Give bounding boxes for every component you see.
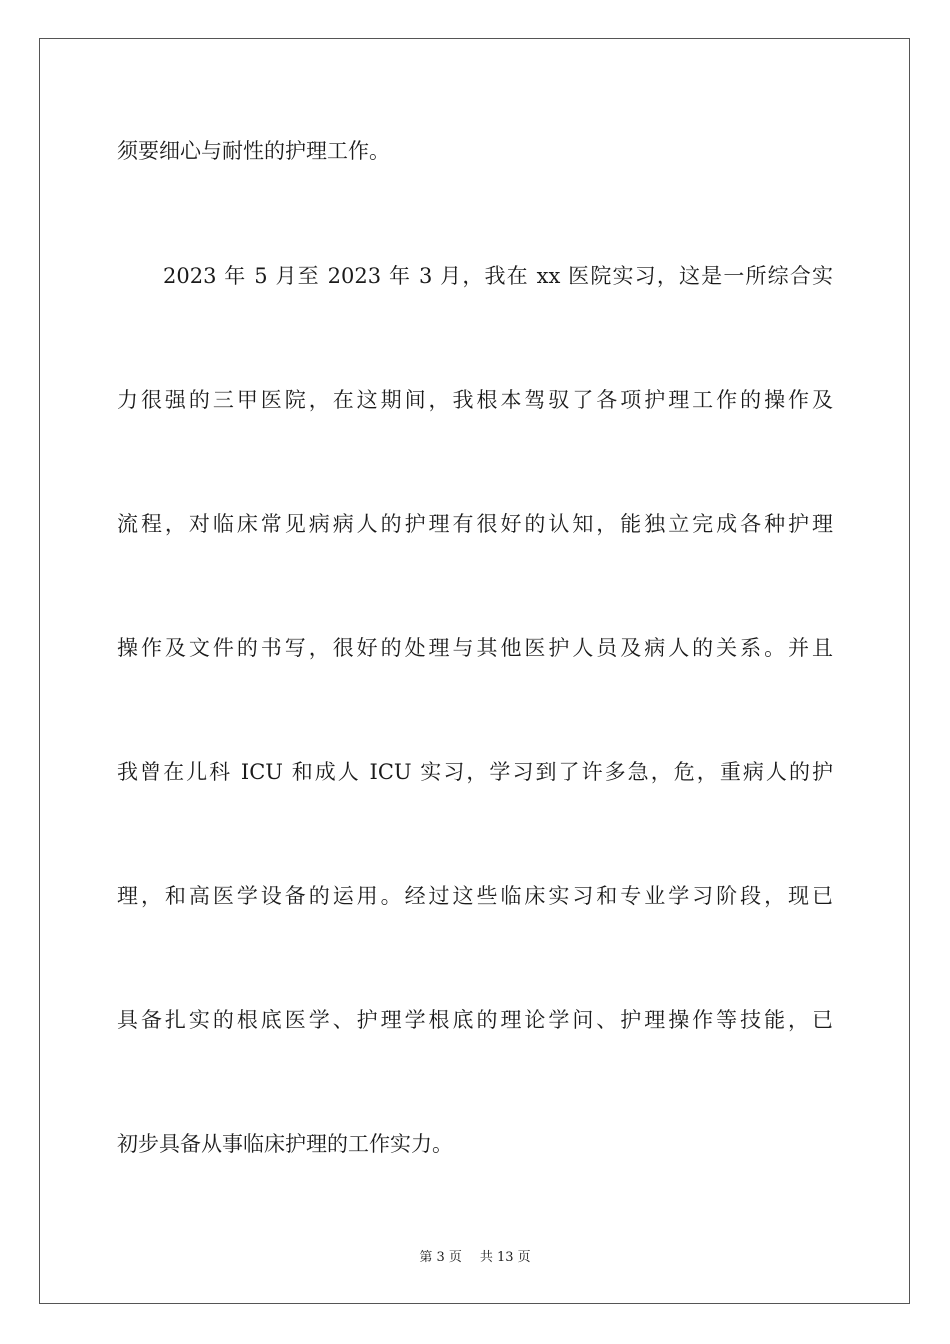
text-line: 流程，对临床常见病病人的护理有很好的认知，能独立完成各种护理 bbox=[117, 512, 833, 536]
text-line: 具备扎实的根底医学、护理学根底的理论学问、护理操作等技能，已 bbox=[117, 1008, 833, 1032]
text-line: 初步具备从事临床护理的工作实力。 bbox=[117, 1132, 453, 1156]
text-line: 力很强的三甲医院，在这期间，我根本驾驭了各项护理工作的操作及 bbox=[117, 388, 833, 412]
page-footer bbox=[0, 1246, 950, 1265]
text-line: 须要细心与耐性的护理工作。 bbox=[117, 139, 390, 163]
text-line: 我曾在儿科 ICU 和成人 ICU 实习，学习到了许多急，危，重病人的护 bbox=[117, 760, 833, 784]
text-line: 理，和高医学设备的运用。经过这些临床实习和专业学习阶段，现已 bbox=[117, 884, 833, 908]
text-line: 操作及文件的书写，很好的处理与其他医护人员及病人的关系。并且 bbox=[117, 636, 833, 660]
page-number: 第 3 页 bbox=[419, 1250, 462, 1265]
paragraph-first-line: 2023 年 5 月至 2023 年 3 月，我在 xx 医院实习，这是一所综合实 bbox=[163, 264, 833, 288]
page-border bbox=[39, 38, 910, 1304]
page-total: 共 13 页 bbox=[479, 1250, 531, 1265]
